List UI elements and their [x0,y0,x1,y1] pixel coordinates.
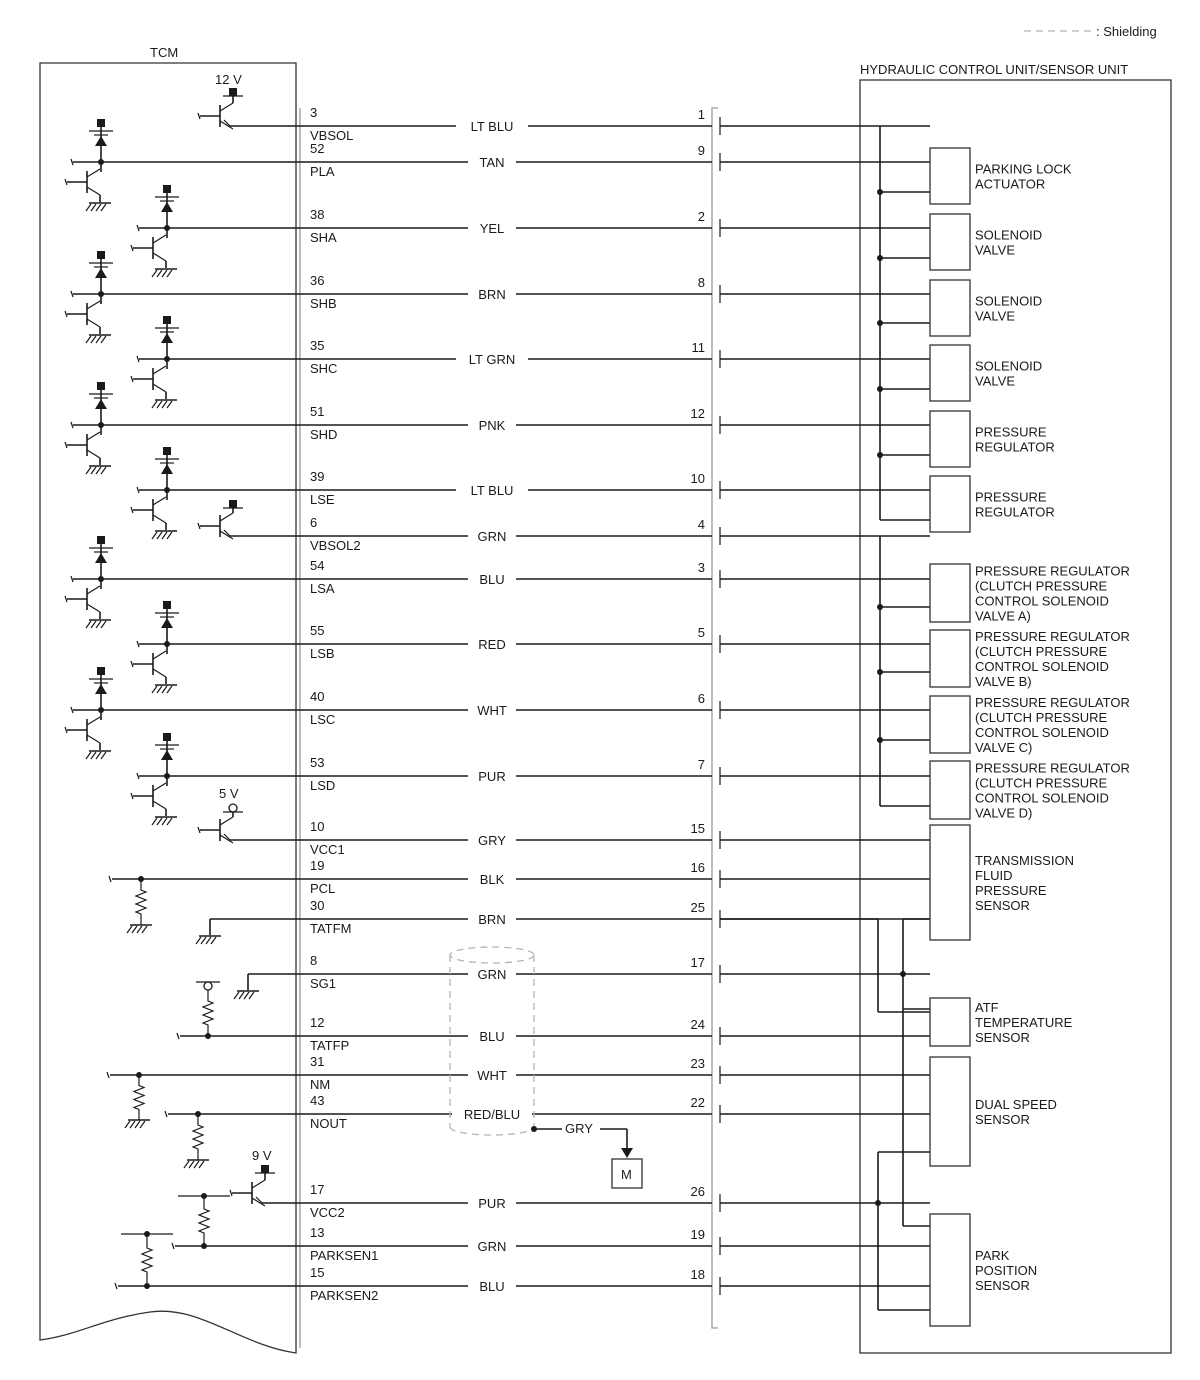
connector-pin-number: 25 [690,900,705,915]
component-label: PRESSURE REGULATOR [975,760,1130,776]
tcm-pin-number: 31 [310,1054,325,1069]
component-box [930,564,970,622]
wire-row-lsa [300,558,930,596]
wire-row-vcc1 [300,819,930,857]
component-label: PRESSURE REGULATOR [975,563,1130,579]
wire-row-shc [300,338,930,376]
tcm-signal-name: LSE [310,492,335,507]
junction-dot [877,320,883,326]
wire-row-shb [300,273,930,311]
tcm-signal-name: PARKSEN1 [310,1248,379,1263]
terminal-square-icon [97,536,105,544]
tcm-pin-number: 52 [310,141,325,156]
wire-color-label: BLK [479,872,505,887]
supply-12v: 12 V [215,72,242,87]
component-label: (CLUTCH PRESSURE [975,710,1108,725]
component-label: SOLENOID [975,293,1043,309]
connector-pin-number: 7 [697,757,705,772]
component-label: PRESSURE REGULATOR [975,629,1130,644]
wire-color-label: PUR [478,769,506,784]
component-label: VALVE C) [975,740,1033,755]
tcm-pin-number: 17 [310,1182,325,1197]
wire-row-nout [300,1093,930,1131]
wire-color-label: BRN [478,287,506,302]
wire-row-lsc [300,689,930,727]
tcm-pin-number: 54 [310,558,325,573]
component-label: DUAL SPEED [975,1097,1057,1112]
drain-wire-color: GRY [565,1121,593,1136]
tcm-pin-number: 36 [310,273,325,288]
terminal-square-icon [97,667,105,675]
tcm-signal-name: TATFM [310,921,352,936]
wire-color-label: BLU [479,1279,505,1294]
tcm-pin-number: 13 [310,1225,325,1240]
connector-pin-number: 11 [691,340,705,355]
wire-row-tatfp [300,1015,930,1053]
junction-dot [877,452,883,458]
tcm-pin-number: 43 [310,1093,325,1108]
component-label: TRANSMISSION [975,853,1074,868]
tcm-signal-name: NOUT [310,1116,347,1131]
tcm-pin-number: 6 [310,515,318,530]
component-label: TEMPERATURE [975,1015,1073,1030]
connector-pin-number: 2 [697,209,705,224]
shield-top [450,947,534,963]
component-label: REGULATOR [975,504,1055,520]
wire-row-lse [300,469,930,507]
connector-pin-number: 19 [690,1227,705,1242]
component-label: VALVE [975,373,1015,389]
wire-color-label: RED/BLU [463,1107,521,1122]
tcm-pin-number: 35 [310,338,325,353]
terminal-square-icon [97,251,105,259]
connector-pin-number: 26 [690,1184,705,1199]
component-label: SENSOR [975,1112,1030,1127]
component-label: ACTUATOR [975,176,1046,192]
wire-color-label: PNK [478,418,506,433]
harness-wires [300,105,930,1303]
tcm-signal-name: SHC [310,361,338,376]
tcm-signal-name: LSC [310,712,336,727]
component-label: (CLUTCH PRESSURE [975,578,1108,594]
wire-row-nm [300,1054,930,1092]
tcm-signal-name: PLA [310,164,335,179]
tcm-pin-number: 51 [310,404,325,419]
wire-row-parksen2 [300,1265,930,1303]
component-box [930,998,970,1046]
component-label: CONTROL SOLENOID [975,725,1109,740]
terminal-square-icon [163,185,171,193]
connector-pin-number: 16 [690,860,705,875]
wire-color-label: YEL [479,221,505,236]
tcm-pin-number: 53 [310,755,325,770]
tcm-pin-number: 15 [310,1265,325,1280]
connector-pin-number: 1 [697,107,705,122]
wire-color-label: WHT [477,1068,507,1083]
connector-pin-number: 8 [697,275,705,290]
wire-color-label: LT BLU [470,119,514,134]
terminal-square-icon [163,316,171,324]
component-label: CONTROL SOLENOID [975,790,1109,806]
supply-terminal-square-icon [229,88,237,96]
component-label: PRESSURE [975,883,1047,898]
connector-pin-number: 10 [690,471,705,486]
wire-color-label: BLU [479,572,505,587]
junction-dot [877,669,883,675]
hcu-title: HYDRAULIC CONTROL UNIT/SENSOR UNIT [860,62,1129,77]
wire-color-label: GRN [477,1239,507,1254]
wire-row-sg1 [300,953,930,991]
tcm-pin-number: 40 [310,689,325,704]
tcm-pin-number: 12 [310,1015,325,1030]
connector-pin-number: 3 [697,560,705,575]
tcm-signal-name: VBSOL2 [310,538,361,553]
component-label: CONTROL SOLENOID [975,593,1109,609]
tcm-pin-number: 30 [310,898,325,913]
component-label: VALVE [975,308,1015,324]
component-box [930,280,970,336]
connector-pin-number: 15 [690,821,705,836]
component-label: PARKING LOCK [975,161,1072,177]
component-label: (CLUTCH PRESSURE [975,775,1108,791]
supply-terminal-square-icon [229,500,237,508]
arrow-icon [621,1148,633,1158]
supply-terminal-square-icon [261,1165,269,1173]
component-label: ATF [975,1000,999,1015]
component-label: CONTROL SOLENOID [975,659,1109,674]
junction-dot [877,386,883,392]
tcm-pin-number: 19 [310,858,325,873]
tcm-signal-name: VCC2 [310,1205,345,1220]
wire-color-label: GRY [478,833,506,848]
component-box [930,476,970,532]
connector-pin-number: 23 [690,1056,705,1071]
component-label: PRESSURE [975,424,1047,440]
tcm-signal-name: NM [310,1077,331,1092]
component-label: FLUID [975,868,1013,883]
tcm-pin-number: 38 [310,207,325,222]
tcm-signal-name: SHD [310,427,338,442]
wire-row-parksen1 [300,1225,930,1263]
component-box [930,630,970,687]
component-box [930,825,970,940]
component-label: SOLENOID [975,227,1043,243]
tcm-signal-name: TATFP [310,1038,350,1053]
wire-color-label: RED [478,637,506,652]
tcm-pin-number: 3 [310,105,318,120]
terminal-square-icon [97,119,105,127]
pullup-terminal-open [204,982,212,990]
component-label: PARK [975,1248,1010,1263]
connector-pin-number: 22 [690,1095,705,1110]
wire-row-vbsol [300,105,930,143]
connector-pin-number: 18 [690,1267,705,1282]
component-box [930,1057,970,1166]
wire-color-label: BRN [478,912,506,927]
shielding-legend-label: : Shielding [1096,24,1157,39]
tcm-signal-name: VCC1 [310,842,345,857]
component-label: VALVE B) [975,674,1032,689]
shield-bottom [450,1127,534,1135]
wire-color-label: TAN [479,155,505,170]
tcm-pin-number: 55 [310,623,325,638]
tcm-pin-number: 39 [310,469,325,484]
terminal-square-icon [163,601,171,609]
connector-pin-number: 17 [690,955,705,970]
component-label: PRESSURE REGULATOR [975,695,1130,710]
component-label: VALVE D) [975,805,1033,821]
junction-dot [875,1200,881,1206]
wire-row-tatfm [300,898,930,936]
component-box [930,214,970,270]
tcm-pin-number: 8 [310,953,318,968]
tcm-signal-name: LSB [310,646,335,661]
wire-color-label: LT GRN [468,352,516,367]
component-label: REGULATOR [975,439,1055,455]
wire-color-label: GRN [477,967,507,982]
component-label: (CLUTCH PRESSURE [975,644,1108,659]
component-box [930,411,970,467]
component-box [930,345,970,401]
terminal-square-icon [163,447,171,455]
component-box [930,696,970,753]
wire-row-pla [300,141,930,179]
motor-label: M [621,1167,632,1182]
wire-color-label: GRN [477,529,507,544]
component-label: POSITION [975,1263,1038,1278]
tcm-pin-number: 10 [310,819,325,834]
junction-dot [877,189,883,195]
tcm-signal-name: SG1 [310,976,337,991]
wire-row-sha [300,207,930,245]
tcm-signal-name: PARKSEN2 [310,1288,379,1303]
component-label: SENSOR [975,1030,1030,1045]
connector-pin-number: 5 [697,625,705,640]
tcm-signal-name: SHB [310,296,337,311]
connector-pin-number: 24 [690,1017,705,1032]
terminal-square-icon [97,382,105,390]
tcm-signal-name: LSD [310,778,336,793]
hcu-connector-bar [712,108,718,1328]
connector-pin-number: 6 [697,691,705,706]
wire-color-label: PUR [478,1196,506,1211]
junction-dot [900,971,906,977]
terminal-square-icon [163,733,171,741]
connector-pin-number: 12 [690,406,705,421]
junction-dot [877,255,883,261]
wire-row-lsb [300,623,930,661]
wire-color-label: LT BLU [470,483,514,498]
component-label: VALVE [975,242,1015,258]
connector-pin-number: 4 [697,517,705,532]
component-box [930,761,970,819]
component-box [930,148,970,204]
component-label: SENSOR [975,1278,1030,1293]
wire-color-label: BLU [479,1029,505,1044]
wire-row-shd [300,404,930,442]
tcm-signal-name: SHA [310,230,337,245]
wire-color-label: WHT [477,703,507,718]
component-label: SENSOR [975,898,1030,913]
supply-9v: 9 V [252,1148,272,1163]
shield-drain [531,1121,642,1188]
component-box [930,1214,970,1326]
connector-pin-number: 9 [697,143,705,158]
junction-dot [877,604,883,610]
tcm-signal-name: VBSOL [310,128,354,143]
tcm-signal-name: PCL [310,881,336,896]
component-label: SOLENOID [975,358,1043,374]
wire-row-vbsol2 [300,515,930,553]
component-label: PRESSURE [975,489,1047,505]
supply-terminal-open [229,804,237,812]
component-label: VALVE A) [975,608,1031,624]
tcm-signal-name: LSA [310,581,335,596]
wire-row-pcl [300,858,930,896]
shielding-legend [1024,24,1157,39]
supply-5v: 5 V [219,786,239,801]
tcm-title: TCM [150,45,179,60]
junction-dot [877,737,883,743]
wire-row-lsd [300,755,930,793]
